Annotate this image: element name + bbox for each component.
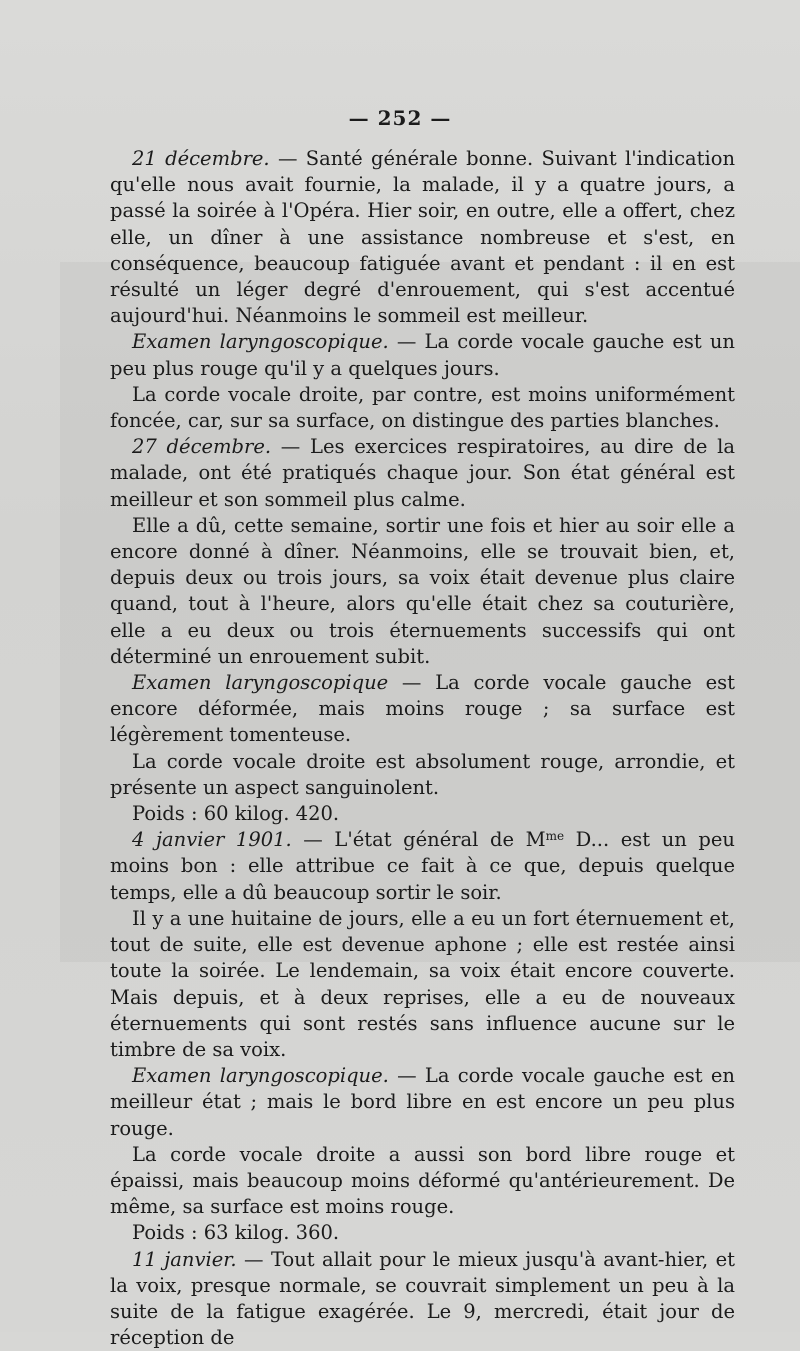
paragraph-21-decembre (110, 146, 735, 329)
date-heading: 21 décembre. (132, 147, 270, 170)
weight-text: Poids : 63 kilog. 360. (132, 1221, 340, 1245)
date-heading: 11 janvier. (132, 1247, 237, 1271)
exam-heading: Examen laryngoscopique (132, 671, 389, 695)
paragraph-4-janvier (110, 827, 735, 906)
paragraph-corde-droite-2 (110, 749, 735, 801)
paragraph-examen-2 (110, 670, 735, 749)
exam-heading: Examen laryngoscopique. (132, 330, 389, 354)
paragraph-examen-3 (110, 1063, 735, 1142)
paragraph-text: — Les exercices respiratoires, au dire de la malade, ont été pratiqués chaque jour. Son état général est meilleur et son sommeil plus calme. (110, 435, 735, 511)
paragraph-text: — La corde vocale gauche est encore déformée, mais moins rouge ; sa surface est légèrement tomenteuse. (110, 671, 735, 747)
paragraph-text: La corde vocale droite, par contre, est moins uniformément foncée, car, sur sa surface, on distingue des parties blanches. (110, 382, 735, 433)
paragraph-corde-droite-1 (110, 382, 735, 434)
paragraph-text: — Tout allait pour le mieux jusqu'à avant-hier, et la voix, presque normale, se couvrait simplement un peu à la suite de la fatigue exagérée. Le 9, mercredi, était jour de réception de (110, 1247, 735, 1350)
page-number: — 252 — (348, 106, 452, 130)
paragraph-text: — Santé générale bonne. Suivant l'indication qu'elle nous avait fournie, la malade, il y a quatre jours, a passé la soirée à l'Opéra. Hier soir, en outre, elle a offert, chez elle, un dîner à une assistance nombreuse et s'est, en conséquence, beaucoup fatiguée avant et pendant : il en est résulté un léger degré d'enrouement, qui s'est accentué aujourd'hui. Néanmoins le sommeil est meilleur. (110, 147, 735, 328)
paragraph-text: Il y a une huitaine de jours, elle a eu un fort éternuement et, tout de suite, elle est devenue aphone ; elle est restée ainsi toute la soirée. Le lendemain, sa voix était encore couverte. Mais depuis, et à deux reprises, elle a eu de nouveaux éternuements qui sont restés sans influence aucune sur le timbre de sa voix. (110, 906, 735, 1061)
paragraph-sortie (110, 513, 735, 670)
paragraph-poids-2 (110, 1220, 735, 1246)
paragraph-text: — La corde vocale gauche est un peu plus rouge qu'il y a quelques jours. (110, 330, 735, 380)
paragraph-examen-1 (110, 329, 735, 381)
body-text (110, 146, 735, 1351)
paragraph-text: — L'état général de M (291, 828, 546, 852)
paragraph-text: La corde vocale droite est absolument rouge, arrondie, et présente un aspect sanguinolent. (110, 749, 735, 799)
paragraph-text: Elle a dû, cette semaine, sortir une fois et hier au soir elle a encore donné à dîner. Néanmoins, elle se trouvait bien, et, depuis deux ou trois jours, sa voix était devenue plus claire quand, tout à l'heure, alors qu'elle était chez sa couturière, elle a eu deux ou trois éternuements successifs qui ont déterminé un enrouement subit. (110, 513, 735, 668)
paragraph-corde-droite-3 (110, 1142, 735, 1221)
date-heading: 4 janvier 1901. (132, 828, 292, 852)
paragraph-text: — La corde vocale gauche est en meilleur état ; mais le bord libre en est encore un peu plus rouge. (110, 1064, 735, 1140)
paragraph-11-janvier (110, 1247, 735, 1351)
date-heading: 27 décembre. (132, 435, 272, 459)
paragraph-text-continued: D... est un peu moins bon : elle attribue ce fait à ce que, depuis quelque temps, elle a dû beaucoup sortir le soir. (110, 828, 735, 904)
title-superscript: me (545, 829, 565, 844)
paragraph-text: La corde vocale droite a aussi son bord libre rouge et épaissi, mais beaucoup moins déformé qu'antérieurement. De même, sa surface est moins rouge. (110, 1142, 735, 1219)
paragraph-poids-1 (110, 801, 735, 827)
weight-text: Poids : 60 kilog. 420. (132, 802, 340, 826)
exam-heading: Examen laryngoscopique. (132, 1064, 389, 1088)
paragraph-27-decembre (110, 434, 735, 513)
paragraph-huitaine (110, 906, 735, 1063)
